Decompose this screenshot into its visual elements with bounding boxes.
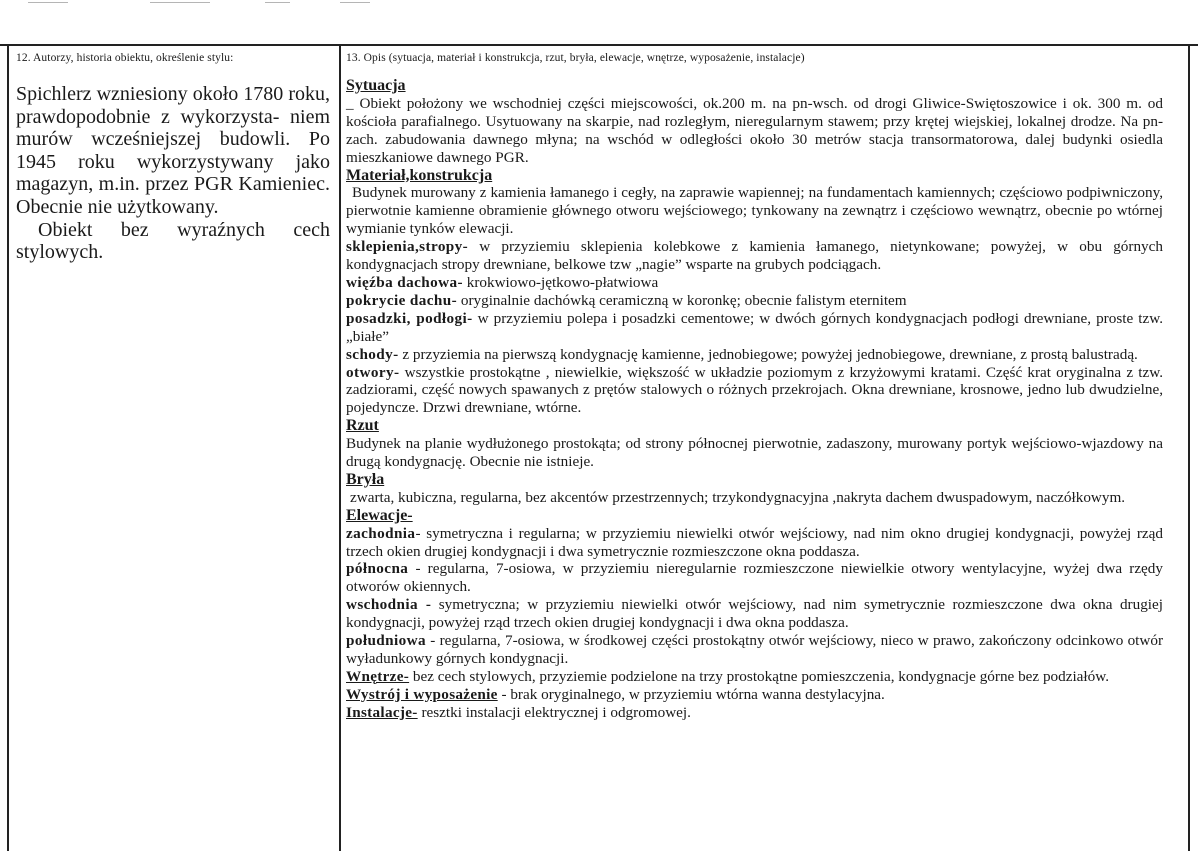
item-label: posadzki, podłogi- [346,309,473,327]
item-label: północna [346,560,409,578]
item-text: - symetryczna i regularna; w przyziemiu niewielki otwór wejściowy, nad nim okno drugiej kondygnacji, powyżej rząd trzech okien drugiej kondygnacji i dwa symetrycznie rozmieszczone okna poddasza. [346,524,1163,560]
section-13-heading: 13. Opis (sytuacja, materiał i konstrukcja, rzut, bryła, elewacje, wnętrze, wyposażenie, instalacje) [346,52,805,64]
elewacja-item [346,632,1163,668]
description-column [346,46,1163,722]
column-divider [339,44,341,851]
bryla-title: Bryła [346,470,385,488]
item-text: symetryczna; w przyziemiu niewielki otwór wejściowy, nad nim symetrycznie rozmieszczone dwa okna drugiej kondygnacji, powyżej rząd trzech okien drugiej kondygnacji i dwa okna poddasza. [346,596,1163,632]
item-label: wschodnia - [346,596,432,614]
item-text: krokwiowo-jętkowo-płatwiowa [462,273,659,291]
wystroj-text: - brak oryginalnego, w przyziemiu wtórna wanna destylacyjna. [497,685,885,703]
item-label: sklepienia,stropy- [346,238,469,256]
table-right-border [1188,44,1190,851]
section-12-heading: 12. Autorzy, historia obiektu, określenie stylu: [16,52,234,64]
item-label: pokrycie dachu- [346,291,458,309]
sytuacja-title: Sytuacja [346,77,406,94]
item-text: wszystkie prostokątne , niewielkie, większość w układzie poziomym z krzyżowymi kratami. Część krat oryginalna z tzw. zadziorami, część nowych spawanych z prętów stalowych o różnych przekrojach. Okna drewniane, krosnowe, jedno lub dwudzielne, pojedyncze. Drzwi drewniane, wtórne. [346,363,1163,417]
item-label: południowa [346,632,426,650]
wnetrze-title: Wnętrze- [346,667,410,685]
material-item [346,238,1163,274]
instalacje-title: Instalacje- [346,703,418,721]
material-item [346,364,1163,418]
sytuacja-text: _ Obiekt położony we wschodniej części miejscowości, ok.200 m. na pn-wsch. od drogi Gliwice-Swiętoszowice i ok. 300 m. od kościoła parafialnego. Usytuowany na skarpie, nad rozległym, nieregularnym stawem; przy krętej wiejskiej, lokalnej drodze. Na pn-zach. zabudowania dawnego młyna; na wschód w odległości około 30 metrów stacja transormatorowa, dalej budynki osiedla mieszkaniowe dawnego PGR. [346,94,1163,166]
style-paragraph: Obiekt bez wyraźnych cech stylowych. [16,218,330,264]
table-left-border [7,44,9,851]
material-item [346,310,1163,346]
instalacje-text: resztki instalacji elektrycznej i odgromowej. [417,703,691,721]
item-text: z przyziemia na pierwszą kondygnację kamienne, jednobiegowe; powyżej jednobiegowe, drewniane, z prostą balustradą. [398,345,1138,363]
scan-edge-marks [0,0,1198,6]
history-column [16,46,330,264]
elewacja-item [346,560,1163,596]
item-label: więźba dachowa- [346,273,463,291]
material-text: Budynek murowany z kamienia łamanego i cegły, na zaprawie wapiennej; na fundamentach kamiennych; częściowo podpiwniczony, pierwotnie kamienne obramienie głównego otworu wejściowego; tynkowany na zewnątrz i częściowo wewnątrz, obecnie po wtórnej wymianie tynków elewacji. [346,184,1163,238]
item-text: oryginalnie dachówką ceramiczną w koronkę; obecnie falistym eternitem [457,291,907,309]
item-label: zachodnia [346,524,416,542]
material-item [346,274,1163,292]
elewacja-item [346,596,1163,632]
rzut-title: Rzut [346,417,379,435]
bryla-text: zwarta, kubiczna, regularna, bez akcentów przestrzennych; trzykondygnacyjna ,nakryta dachem dwuspadowym, naczółkowym. [350,488,1126,506]
material-title: Materiał,konstrukcja [346,166,493,184]
history-text [16,83,330,264]
instalacje-row [346,704,1163,722]
item-text: - regularna, 7-osiowa, w środkowej części prostokątny otwór wejściowy, nieco w prawo, zakończony odcinkowo otwór wyładunkowy górnych kondygnacji. [346,632,1163,667]
history-paragraph: Spichlerz wzniesiony około 1780 roku, prawdopodobnie z wykorzysta- niem murów wcześniejszej budowli. Po 1945 roku wykorzystywany jako magazyn, m.in. przez PGR Kamieniec. Obecnie nie użytkowany. [16,83,330,218]
wnetrze-text: bez cech stylowych, przyziemie podzielone na trzy prostokątne pomieszczenia, kondygnacje górne bez podziałów. [409,667,1110,685]
item-text: - regularna, 7-osiowa, w przyziemiu nieregularnie rozmieszczone niewielkie otwory wentylacyjne, wyżej dwa rzędy otworów okiennych. [346,560,1163,596]
description-text [346,77,1163,722]
wystroj-title: Wystrój i wyposażenie [346,685,498,703]
wnetrze-row [346,668,1163,686]
elewacja-item [346,525,1163,561]
item-label: otwory- [346,363,400,381]
material-item [346,346,1163,364]
item-text: w przyziemiu sklepienia kolebkowe z kamienia łamanego, nietynkowane; powyżej, w obu górnych kondygnacjach stropy drewniane, belkowe tzw „nagie” wsparte na grubych podciągach. [346,238,1163,274]
rzut-text: Budynek na planie wydłużonego prostokąta; od strony północnej pierwotnie, zadaszony, murowany portyk wejściowo-wjazdowy na drugą kondygnację. Obecnie nie istnieje. [346,435,1163,471]
item-text: w przyziemiu polepa i posadzki cementowe; w dwóch górnych kondygnacjach podłogi drewniane, proste tzw. „białe” [346,309,1163,345]
wystroj-row [346,686,1163,704]
item-label: schody- [346,345,399,363]
material-item [346,292,1163,310]
elewacje-title: Elewacje- [346,506,413,524]
